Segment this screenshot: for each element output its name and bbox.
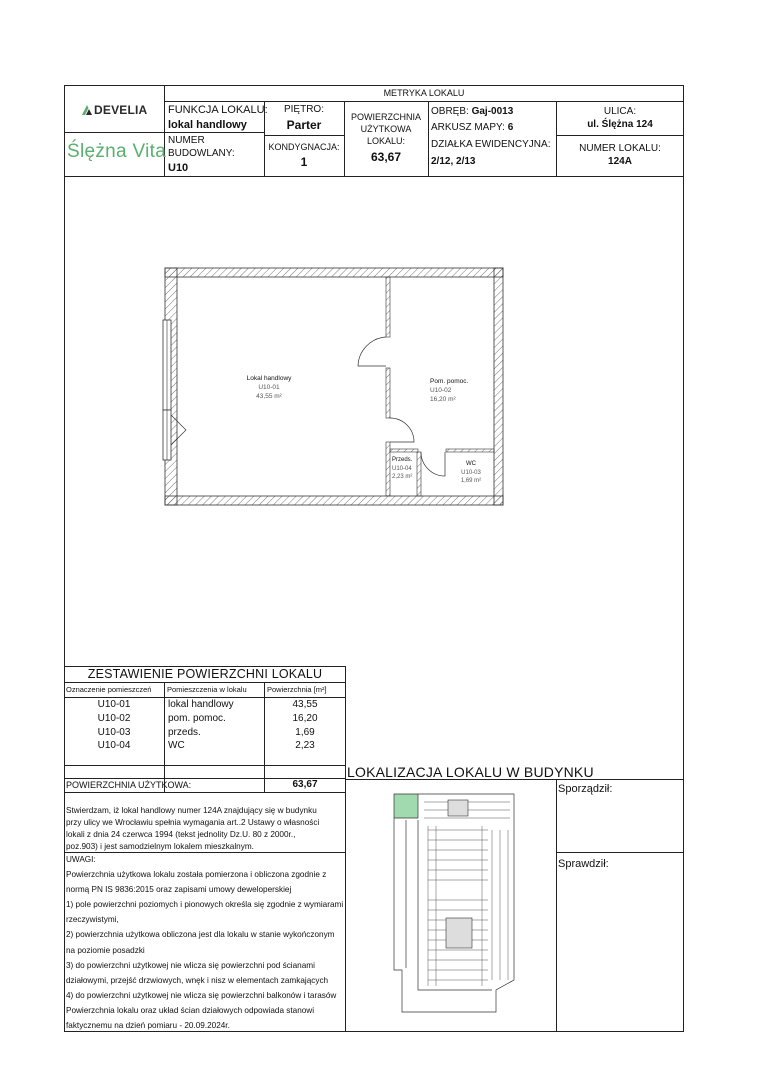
door-swing-3 bbox=[421, 452, 445, 476]
ulica-label: ULICA: bbox=[603, 106, 637, 117]
prepared-label: Sporządził: bbox=[558, 783, 613, 795]
pow-label-3: LOKALU: bbox=[366, 136, 406, 146]
pietro-label: PIĘTRO: bbox=[283, 104, 324, 115]
col-header-area: Powierzchnia [m²] bbox=[267, 685, 327, 694]
funkcja-value: lokal handlowy bbox=[168, 119, 247, 131]
table-row-code: U10-04 bbox=[97, 740, 131, 752]
summary-col-divider-1 bbox=[164, 682, 165, 792]
table-row-name: lokal handlowy bbox=[168, 699, 234, 710]
develia-logo-text: DEVELIA bbox=[94, 103, 148, 117]
statement-line: Stwierdzam, iż lokal handlowy numer 124A znajdujący się w budynku bbox=[66, 806, 317, 815]
kondygnacja-label: KONDYGNACJA: bbox=[268, 142, 340, 152]
door-swing-2 bbox=[390, 418, 414, 442]
room-name: Przeds. bbox=[392, 457, 413, 463]
unit-highlight bbox=[394, 794, 418, 818]
room-label-wc bbox=[452, 460, 490, 486]
slezna-vita-logo: Ślężna Vita bbox=[67, 141, 167, 162]
room-area: 16,20 m² bbox=[430, 396, 456, 403]
statement-line: przy ulicy we Wrocławiu spełnia wymagania art..2 Ustawy o własności bbox=[66, 818, 320, 827]
parking-grid bbox=[424, 802, 510, 986]
room-code: U10-02 bbox=[430, 387, 452, 394]
door-swing-1 bbox=[358, 337, 386, 366]
location-top bbox=[346, 779, 684, 780]
note-line: 2) powierzchnia użytkowa obliczona jest dla lokalu w stanie wykończonym bbox=[66, 930, 335, 940]
statement-line: poz.903) i jest samodzielnym lokalem mieszkalnym. bbox=[66, 842, 254, 851]
room-code: U10-03 bbox=[461, 469, 481, 476]
summary-codes bbox=[64, 698, 164, 753]
room-name: Pom. pomoc. bbox=[430, 378, 469, 385]
note-line: działowymi, przejść drzwiowych, wnęk i nisz w elementach zamkających bbox=[66, 975, 329, 985]
nr-lokalu-value: 124A bbox=[608, 156, 632, 167]
arkusz-label: ARKUSZ MAPY: bbox=[431, 122, 505, 133]
note-line: Powierzchnia użytkowa lokalu została pomierzona i obliczona zgodnie z bbox=[66, 870, 327, 880]
room-label-przeds bbox=[392, 456, 422, 482]
table-row-area: 43,55 bbox=[292, 699, 318, 710]
dzialka-label: DZIAŁKA EWIDENCYJNA: bbox=[431, 139, 551, 150]
notes-block bbox=[66, 852, 346, 1033]
table-row-code: U10-02 bbox=[97, 712, 131, 724]
summary-rows-end bbox=[64, 765, 346, 766]
core-block bbox=[446, 918, 472, 948]
summary-title-divider bbox=[64, 682, 346, 683]
obreb-label: OBRĘB: bbox=[431, 106, 469, 117]
arkusz-value: 6 bbox=[507, 122, 514, 133]
note-line: rzeczywistymi, bbox=[66, 915, 119, 925]
room-code: U10-04 bbox=[392, 465, 412, 472]
numer-label-1: NUMER bbox=[168, 135, 205, 146]
table-row-name: przeds. bbox=[168, 726, 201, 738]
col-header-code: Oznaczenie pomieszczeń bbox=[66, 685, 152, 694]
summary-title: ZESTAWIENIE POWIERZCHNI LOKALU bbox=[87, 667, 323, 681]
notes-title: UWAGI: bbox=[66, 855, 96, 864]
summary-names bbox=[168, 698, 264, 753]
location-title: LOKALIZACJA LOKALU W BUDYNKU bbox=[347, 764, 594, 780]
room-code: U10-01 bbox=[258, 384, 280, 391]
nr-lokalu-label: NUMER LOKALU: bbox=[579, 143, 661, 154]
room-area: 2,23 m² bbox=[392, 474, 413, 480]
left-windows bbox=[163, 320, 171, 460]
total-value: 63,67 bbox=[292, 779, 318, 790]
metryka-title: METRYKA LOKALU bbox=[383, 88, 465, 98]
table-row-name: WC bbox=[168, 740, 185, 752]
pow-label-1: POWIERZCHNIA bbox=[350, 112, 421, 122]
note-line: 1) pole powierzchni poziomych i pionowych określa się zgodnie z wymiarami bbox=[66, 900, 344, 910]
table-row-area: 1,69 bbox=[295, 726, 315, 738]
location-divider bbox=[556, 779, 557, 1032]
note-line: 4) do powierzchni użytkowej nie wlicza się powierzchni balkonów i tarasów bbox=[66, 990, 337, 1000]
kondygnacja-value: 1 bbox=[300, 155, 308, 169]
note-line: na poziomie posadzki bbox=[66, 945, 145, 955]
pow-value: 63,67 bbox=[370, 150, 402, 164]
table-row-code: U10-03 bbox=[97, 726, 131, 738]
summary-total-divider bbox=[64, 792, 346, 793]
room-label-lokal bbox=[225, 374, 313, 401]
pow-label-2: UŻYTKOWA bbox=[360, 124, 412, 134]
obreb-value: Gaj-0013 bbox=[471, 106, 514, 117]
note-line: 3) do powierzchni użytkowej nie wlicza się powierzchni pod ścianami bbox=[66, 960, 315, 970]
total-label: POWIERZCHNIA UŻYTKOWA: bbox=[66, 780, 192, 790]
building-outline bbox=[394, 794, 514, 1012]
numer-label-2: BUDOWLANY: bbox=[168, 148, 235, 159]
checked-label: Sprawdził: bbox=[558, 858, 609, 870]
room-area: 43,55 m² bbox=[256, 393, 282, 400]
dzialka-value: 2/12, 2/13 bbox=[431, 156, 476, 167]
summary-areas bbox=[264, 698, 346, 753]
ulica-value: ul. Ślężna 124 bbox=[587, 119, 653, 130]
table-row-name: pom. pomoc. bbox=[168, 712, 226, 724]
table-row-code: U10-01 bbox=[97, 699, 131, 710]
room-area: 1,69 m² bbox=[460, 478, 482, 484]
col-header-name: Pomieszczenia w lokalu bbox=[167, 685, 247, 694]
signature-divider bbox=[556, 852, 684, 853]
numer-value: U10 bbox=[168, 162, 189, 174]
statement-text bbox=[66, 805, 346, 853]
note-line: faktycznemu na dzień pomiaru - 20.09.2024r. bbox=[66, 1021, 230, 1031]
note-line: Powierzchnia lokalu oraz układ ścian działowych odpowiada stanowi bbox=[66, 1005, 315, 1015]
note-line: normą PN IS 9836:2015 oraz zapisami umowy deweloperskiej bbox=[66, 885, 292, 895]
table-row-area: 2,23 bbox=[295, 740, 315, 752]
pietro-value: Parter bbox=[286, 118, 322, 132]
table-row-area: 16,20 bbox=[292, 712, 318, 724]
statement-line: lokali z dnia 24 czerwca 1994 (tekst jednolity Dz.U. 80 z 2000r., bbox=[66, 830, 296, 839]
building-location-map bbox=[388, 790, 520, 1016]
room-name: WC bbox=[466, 461, 476, 467]
room-name: Lokal handlowy bbox=[246, 375, 292, 382]
core-block bbox=[448, 800, 468, 816]
room-label-pomoc bbox=[430, 377, 490, 404]
funkcja-label: FUNKCJA LOKALU: bbox=[168, 104, 268, 116]
